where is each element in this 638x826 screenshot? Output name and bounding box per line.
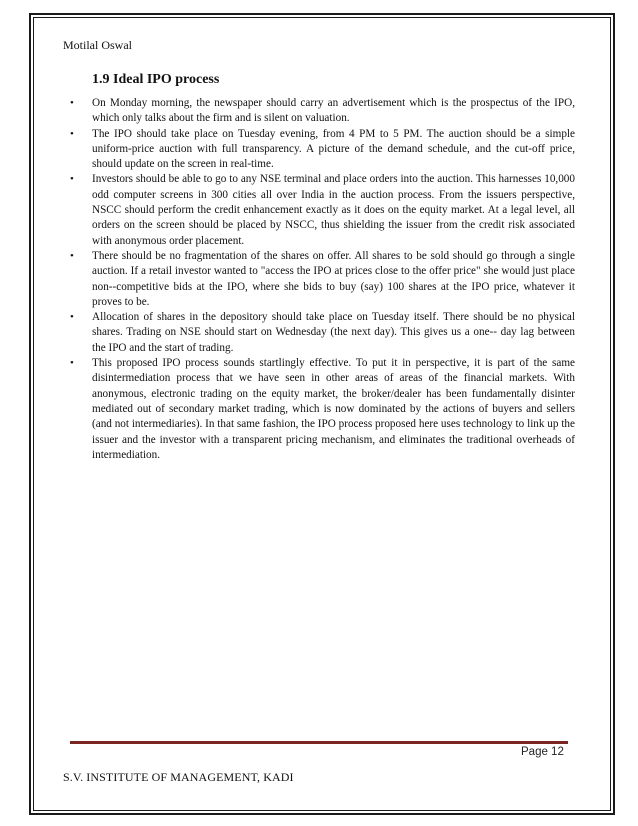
list-item xyxy=(70,127,575,173)
bullet-icon: • xyxy=(70,357,74,370)
list-item xyxy=(70,356,575,463)
page-header: Motilal Oswal xyxy=(63,38,132,52)
bullet-icon: • xyxy=(70,311,74,324)
bullet-list xyxy=(70,96,575,463)
bullet-icon: • xyxy=(70,127,74,140)
list-item-text: Investors should be able to go to any NSE terminal and place orders into the auction. This harnesses 10,000 odd computer screens in 300 cities all over India in the auction process. From the issuers perspective, NSCC should perform the credit enhancement exactly as it does on the equity market. At a legal level, all orders on the screen should be placed by NSCC, thus shielding the issuer from the credit risk associated with anonymous order placement. xyxy=(92,173,575,247)
page-number: Page 12 xyxy=(521,746,564,758)
list-item-text: There should be no fragmentation of the shares on offer. All shares to be sold should go through a single auction. If a retail investor wanted to "access the IPO at prices close to the offer price" she would just place non--competitive bids at the IPO, where she bids to buy (say) 100 shares at the IPO price, whatever it proves to be. xyxy=(92,249,575,308)
list-item xyxy=(70,310,575,356)
footer-institute: S.V. INSTITUTE OF MANAGEMENT, KADI xyxy=(63,770,294,784)
list-item-text: On Monday morning, the newspaper should carry an advertisement which is the prospectus of the IPO, which only talks about the firm and is silent on valuation. xyxy=(92,97,575,125)
list-item-text: The IPO should take place on Tuesday evening, from 4 PM to 5 PM. The auction should be a simple uniform-price auction with full transparency. A picture of the demand schedule, and the cut-off price, should update on the screen in real-time. xyxy=(92,127,575,171)
list-item-text: Allocation of shares in the depository should take place on Tuesday itself. There should be no physical shares. Trading on NSE should start on Wednesday (the next day). This gives us a one-- day lag between the IPO and the start of trading. xyxy=(92,311,575,354)
list-item xyxy=(70,172,575,248)
list-item xyxy=(70,249,575,310)
bullet-icon: • xyxy=(70,173,74,186)
section-title: 1.9 Ideal IPO process xyxy=(92,72,220,87)
list-item-text: This proposed IPO process sounds startlingly effective. To put it in perspective, it is part of the same disintermediation process that we have seen in other areas of areas of the financial markets. With anonymous, electronic trading on the equity market, the broker/dealer has been fundamentally disinter mediated out of secondary market trading, which is now dominated by the actions of buyers and sellers (and not intermediaries). In that same fashion, the IPO process proposed here uses technology to link up the issuer and the investor with a transparent pricing mechanism, and eliminates the traditional overheads of intermediation. xyxy=(92,357,575,461)
list-item xyxy=(70,96,575,127)
footer-divider xyxy=(70,741,568,744)
bullet-icon: • xyxy=(70,249,74,262)
bullet-icon: • xyxy=(70,97,74,109)
